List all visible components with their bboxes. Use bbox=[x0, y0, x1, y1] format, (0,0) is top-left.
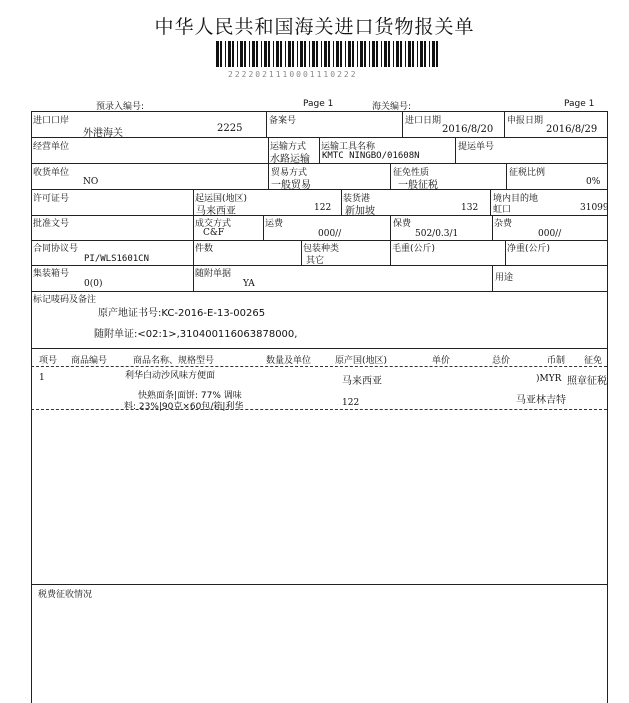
origin-country-label: 起运国(地区) bbox=[195, 194, 248, 204]
item-spec-2: 料: 23%|90克×60包/箱|利华 bbox=[124, 402, 244, 412]
declare-date-label: 申报日期 bbox=[507, 116, 544, 126]
cell-divider bbox=[455, 137, 456, 163]
net-weight-label: 净重(公斤) bbox=[507, 244, 551, 254]
item-currency: )MYR bbox=[536, 374, 562, 384]
cell-divider bbox=[193, 215, 194, 240]
barcode-bar bbox=[345, 41, 346, 67]
col-levy: 征免 bbox=[584, 356, 603, 366]
tax-section-label: 税费征收情况 bbox=[38, 590, 93, 600]
row-divider bbox=[31, 163, 607, 164]
contract-label: 合同协议号 bbox=[33, 244, 79, 254]
port-loading-label: 装货港 bbox=[343, 194, 371, 204]
vessel-value: KMTC NINGBO/01608N bbox=[322, 151, 420, 161]
cell-divider bbox=[263, 215, 264, 240]
barcode-bar bbox=[412, 41, 414, 67]
barcode-bar bbox=[288, 41, 291, 67]
barcode-bar bbox=[348, 41, 351, 67]
barcode-bar bbox=[249, 41, 250, 67]
col-currency: 币制 bbox=[547, 356, 566, 366]
item-name: 利华白动沙风味方便面 bbox=[125, 371, 216, 381]
barcode-bar bbox=[376, 41, 378, 67]
col-unit-price: 单价 bbox=[432, 356, 451, 366]
transport-mode-value: 水路运输 bbox=[270, 154, 310, 165]
terms-label: 成交方式 bbox=[195, 219, 232, 229]
barcode-bar bbox=[333, 41, 334, 67]
port-loading-code: 132 bbox=[461, 203, 479, 213]
operator-label: 经营单位 bbox=[33, 142, 70, 152]
barcode-bar bbox=[369, 41, 370, 67]
row-divider bbox=[31, 189, 607, 190]
item-levy: 照章征税 bbox=[567, 376, 607, 387]
barcode-bar bbox=[268, 41, 270, 67]
cell-divider bbox=[490, 189, 491, 215]
freight-value: 000// bbox=[318, 229, 342, 239]
barcode-bar bbox=[292, 41, 294, 67]
barcode-bar bbox=[388, 41, 390, 67]
cell-divider bbox=[402, 111, 403, 137]
license-label: 许可证号 bbox=[33, 194, 70, 204]
cell-divider bbox=[492, 265, 493, 291]
col-code: 商品编号 bbox=[71, 356, 108, 366]
barcode-bar bbox=[312, 41, 315, 67]
barcode-bar bbox=[276, 41, 279, 67]
table-top-border bbox=[31, 111, 607, 112]
barcode-bar bbox=[417, 41, 418, 67]
terms-value: C&F bbox=[203, 228, 225, 238]
cell-divider bbox=[505, 240, 506, 265]
barcode-bar bbox=[364, 41, 366, 67]
cell-divider bbox=[268, 137, 269, 163]
package-value: 其它 bbox=[306, 256, 325, 266]
page-label bbox=[303, 99, 333, 109]
barcode-bar bbox=[237, 41, 238, 67]
levy-nature-value: 一般征税 bbox=[398, 180, 438, 191]
page-label-right bbox=[564, 99, 594, 109]
cell-divider bbox=[193, 240, 194, 265]
barcode-bar bbox=[220, 41, 222, 67]
insurance-label: 保费 bbox=[393, 219, 412, 229]
gross-weight-label: 毛重(公斤) bbox=[392, 244, 436, 254]
page-number: 1 bbox=[327, 99, 334, 109]
barcode-bar bbox=[432, 41, 435, 67]
customs-no-label: 海关编号: bbox=[372, 102, 412, 112]
barcode-bar bbox=[285, 41, 286, 67]
row-divider bbox=[31, 215, 607, 216]
docs-label: 随附单据 bbox=[195, 269, 232, 279]
levy-ratio-value: 0% bbox=[586, 177, 601, 187]
declare-date-value: 2016/8/29 bbox=[546, 124, 598, 135]
import-date-label: 进口日期 bbox=[405, 116, 442, 126]
record-label: 备案号 bbox=[269, 116, 297, 126]
col-qty: 数量及单位 bbox=[266, 356, 312, 366]
barcode-bar bbox=[309, 41, 310, 67]
item-dotted-rule bbox=[31, 409, 607, 410]
remarks-label: 标记唛码及备注 bbox=[33, 295, 97, 305]
port-code: 2225 bbox=[217, 123, 243, 134]
page-label-right-text: Page bbox=[564, 99, 586, 109]
insurance-value: 502/0.3/1 bbox=[415, 229, 459, 239]
barcode-number: 2222021110001110222 bbox=[228, 70, 358, 79]
form-title: 中华人民共和国海关进口货物报关单 bbox=[154, 16, 475, 38]
barcode-bar bbox=[228, 41, 231, 67]
barcode-bar bbox=[297, 41, 298, 67]
barcode-bar bbox=[244, 41, 246, 67]
barcode-bar bbox=[300, 41, 303, 67]
cell-divider bbox=[266, 111, 267, 137]
cell-divider bbox=[390, 163, 391, 189]
cell-divider bbox=[301, 240, 302, 265]
origin-country-code: 122 bbox=[314, 203, 332, 213]
misc-value: 000// bbox=[538, 229, 562, 239]
barcode-bar bbox=[232, 41, 234, 67]
barcode-bar bbox=[408, 41, 411, 67]
dest-label: 境内目的地 bbox=[493, 194, 539, 204]
dest-value: 虹口 bbox=[493, 205, 512, 215]
use-label: 用途 bbox=[495, 273, 514, 283]
barcode-bar bbox=[252, 41, 255, 67]
barcode-bar bbox=[264, 41, 267, 67]
barcode-bar bbox=[336, 41, 339, 67]
cell-divider bbox=[504, 111, 505, 137]
col-seq: 项号 bbox=[39, 356, 58, 366]
origin-country-value: 马来西亚 bbox=[196, 206, 236, 217]
bl-label: 提运单号 bbox=[458, 142, 495, 152]
barcode-bar bbox=[316, 41, 318, 67]
misc-label: 杂费 bbox=[494, 219, 513, 229]
page-label-text: Page bbox=[303, 99, 325, 109]
barcode-bar bbox=[340, 41, 342, 67]
cell-divider bbox=[506, 163, 507, 189]
row-divider bbox=[31, 348, 607, 349]
item-spec: 快熟面条|面饼: 77% 调味 bbox=[138, 391, 242, 401]
barcode-bar bbox=[424, 41, 426, 67]
barcode-bar bbox=[360, 41, 363, 67]
page-number-right: 1 bbox=[588, 99, 595, 109]
barcode-bar bbox=[256, 41, 258, 67]
consignee-label: 收货单位 bbox=[33, 168, 70, 178]
item-currency-name: 马亚林吉特 bbox=[516, 395, 566, 406]
barcode-bar bbox=[225, 41, 226, 67]
trade-mode-value: 一般贸易 bbox=[271, 180, 311, 191]
cell-divider bbox=[492, 215, 493, 240]
row-divider bbox=[31, 291, 607, 292]
freight-label: 运费 bbox=[265, 219, 284, 229]
cell-divider bbox=[319, 137, 320, 163]
barcode-bar bbox=[261, 41, 262, 67]
item-seq: 1 bbox=[39, 373, 45, 383]
container-value: 0(0) bbox=[84, 279, 103, 289]
item-country-code: 122 bbox=[342, 398, 360, 408]
remarks-line-2: 随附单证:<02:1>,310400116063878000, bbox=[94, 329, 298, 340]
col-name: 商品名称、规格型号 bbox=[133, 356, 215, 366]
barcode-bar bbox=[324, 41, 327, 67]
port-label: 进口口岸 bbox=[33, 116, 70, 126]
contract-value: PI/WLS1601CN bbox=[84, 254, 150, 264]
barcode-bar bbox=[396, 41, 399, 67]
pieces-label: 件数 bbox=[195, 244, 214, 254]
barcode-bar bbox=[429, 41, 430, 67]
trade-mode-label: 贸易方式 bbox=[271, 168, 308, 178]
port-loading-value: 新加坡 bbox=[345, 206, 375, 217]
barcode-bar bbox=[304, 41, 306, 67]
col-total: 总价 bbox=[492, 356, 511, 366]
levy-ratio-label: 征税比例 bbox=[509, 168, 546, 178]
import-date-value: 2016/8/20 bbox=[442, 124, 494, 135]
dest-code: 31099 bbox=[580, 203, 609, 213]
port-value: 外港海关 bbox=[83, 128, 123, 139]
barcode-bar bbox=[405, 41, 406, 67]
barcode-bar bbox=[357, 41, 358, 67]
cell-divider bbox=[268, 163, 269, 189]
barcode-bar bbox=[321, 41, 322, 67]
barcode bbox=[216, 41, 442, 71]
container-label: 集装箱号 bbox=[33, 269, 70, 279]
levy-nature-label: 征免性质 bbox=[393, 168, 430, 178]
barcode-bar bbox=[273, 41, 274, 67]
transport-mode-label: 运输方式 bbox=[270, 142, 307, 152]
item-country: 马来西亚 bbox=[342, 376, 382, 387]
docs-value: YA bbox=[243, 279, 255, 289]
barcode-bar bbox=[280, 41, 282, 67]
approval-label: 批准文号 bbox=[33, 219, 70, 229]
consignee-value: NO bbox=[83, 177, 99, 187]
cell-divider bbox=[341, 189, 342, 215]
pre-entry-label: 预录入编号: bbox=[96, 102, 145, 112]
header-dotted-rule bbox=[31, 366, 607, 367]
remarks-line-1: 原产地证书号:KC-2016-E-13-00265 bbox=[98, 308, 266, 319]
barcode-bar bbox=[384, 41, 387, 67]
barcode-bar bbox=[436, 41, 438, 67]
table-left-border bbox=[31, 111, 32, 703]
barcode-bar bbox=[216, 41, 219, 67]
barcode-bar bbox=[372, 41, 375, 67]
vessel-label: 运输工具名称 bbox=[321, 142, 376, 152]
table-right-border bbox=[607, 111, 608, 703]
row-divider bbox=[31, 584, 607, 585]
barcode-bar bbox=[328, 41, 330, 67]
barcode-bar bbox=[240, 41, 243, 67]
barcode-bar bbox=[400, 41, 402, 67]
barcode-bar bbox=[352, 41, 354, 67]
col-country: 原产国(地区) bbox=[335, 356, 388, 366]
package-label: 包装种类 bbox=[303, 244, 340, 254]
barcode-bar bbox=[381, 41, 382, 67]
cell-divider bbox=[390, 240, 391, 265]
cell-divider bbox=[193, 265, 194, 291]
barcode-bar bbox=[420, 41, 423, 67]
cell-divider bbox=[390, 215, 391, 240]
cell-divider bbox=[193, 189, 194, 215]
barcode-bar bbox=[393, 41, 394, 67]
